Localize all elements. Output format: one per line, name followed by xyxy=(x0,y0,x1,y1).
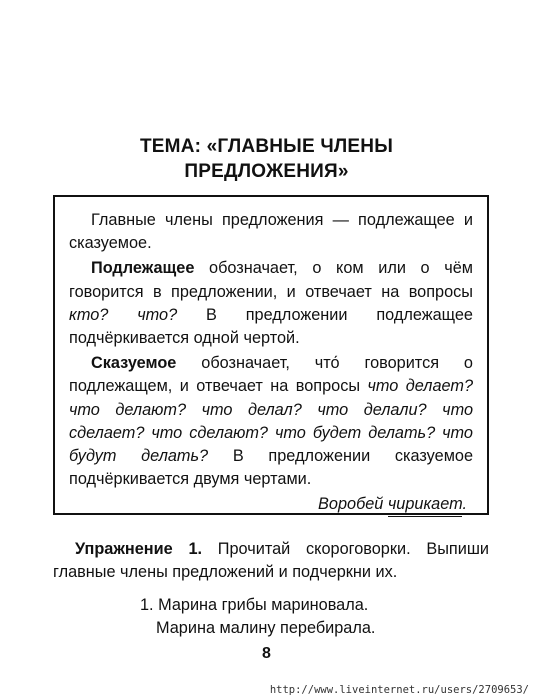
example-period: . xyxy=(462,495,467,514)
example-predicate: чирикает xyxy=(388,495,463,517)
rule-text: обозначает, о ком или о чём говорится в предложении, и отвечает на вопросы xyxy=(69,259,473,301)
tongue-twister-line-2: Марина малину перебирала. xyxy=(156,619,376,637)
term-subject: Подлежащее xyxy=(91,259,195,278)
exercise-text: Прочитай скороговорки. Выпиши главные члены предложений и подчеркни их. xyxy=(53,540,489,581)
page-title xyxy=(0,134,533,184)
term-predicate: Сказуемое xyxy=(91,354,177,373)
rule-text: В предложении подлежащее подчёркивается одной чертой. xyxy=(69,305,473,348)
rule-text: В предложении сказуемое подчёркивается двумя чертами. xyxy=(69,447,473,489)
rule-paragraph-2 xyxy=(69,257,473,350)
example-sentence xyxy=(69,493,473,516)
watermark: http://www.liveinternet.ru/users/2709653/ xyxy=(269,684,529,696)
rule-paragraph-1: Главные члены предложения — подлежащее и сказуемое. xyxy=(69,211,473,253)
subject-questions: кто? что? xyxy=(69,305,178,324)
title-line-2: ПРЕДЛОЖЕНИЯ» xyxy=(184,161,349,182)
tongue-twister xyxy=(140,594,375,640)
exercise-instruction xyxy=(53,538,489,584)
exercise-label: Упражнение 1. xyxy=(75,540,203,558)
rule-box xyxy=(53,195,489,515)
page-number: 8 xyxy=(262,645,271,662)
exercise-block xyxy=(53,538,489,584)
example-subject: Воробей xyxy=(318,495,384,514)
rule-paragraph-3 xyxy=(69,352,473,491)
tongue-twister-line-1: 1. Марина грибы мариновала. xyxy=(140,596,369,614)
rule-text: обозначает, что́ говорится о подлежащем, и отвечает на вопросы xyxy=(69,354,473,396)
title-line-1: ТЕМА: «ГЛАВНЫЕ ЧЛЕНЫ xyxy=(139,136,394,157)
predicate-questions: что делает? что делают? что делал? что делали? что сделает? что сделают? что будет делать? что будут делать? xyxy=(69,377,474,466)
